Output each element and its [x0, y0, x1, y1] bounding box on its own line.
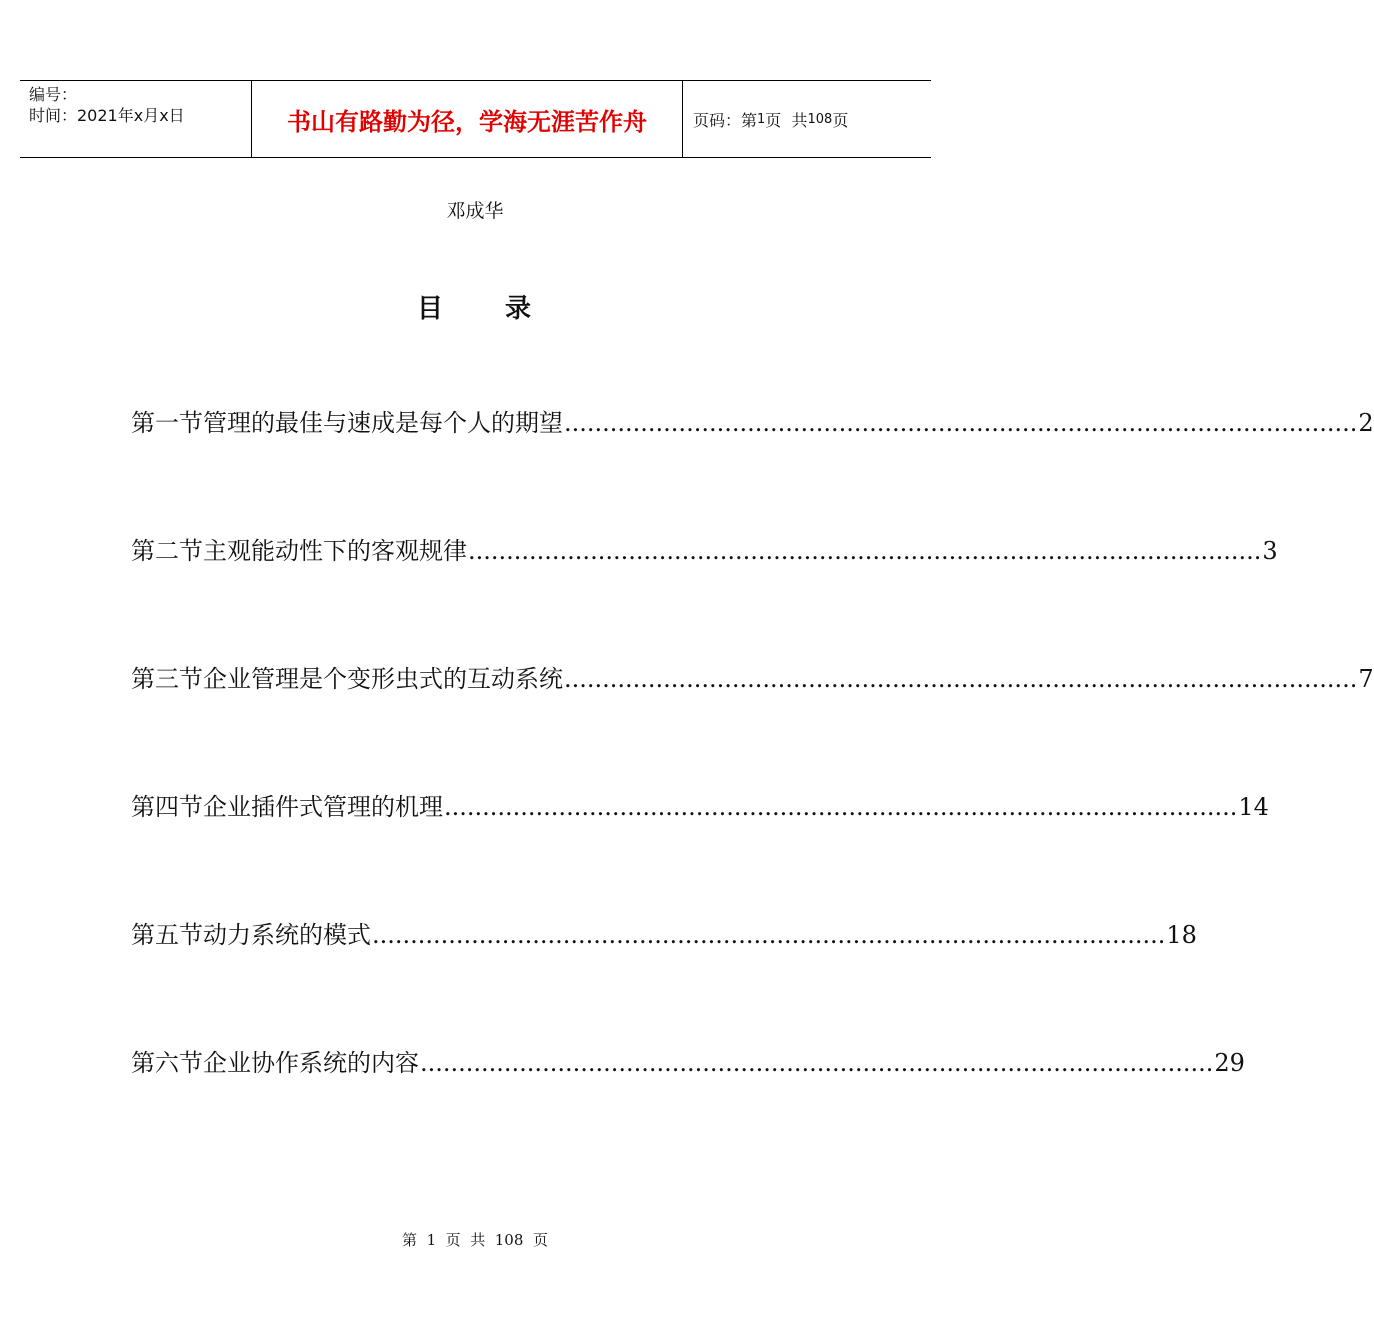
toc-entry-section: 第三节	[131, 665, 203, 693]
toc-title	[0, 288, 950, 325]
toc-entry-page: 29	[1214, 1049, 1245, 1077]
toc-leader-dots: ........................................................................................................	[564, 665, 1358, 693]
page-label: 页码：第	[693, 110, 758, 130]
page-total: 108	[807, 111, 833, 127]
footer-current: 1	[426, 1231, 437, 1249]
toc-entry-title: 企业协作系统的内容	[203, 1049, 419, 1077]
toc-leader-dots: ........................................................................................................	[372, 921, 1166, 949]
header-meta	[29, 84, 185, 126]
toc-entry-section: 第五节	[131, 921, 203, 949]
toc-entry-page: 3	[1262, 537, 1278, 565]
toc-entry-section: 第六节	[131, 1049, 203, 1077]
header-motto: 书山有路勤为径，学海无涯苦作舟	[287, 107, 647, 136]
toc-entry-title: 主观能动性下的客观规律	[203, 537, 467, 565]
toc-entry[interactable]	[131, 787, 1269, 821]
toc-entry[interactable]	[131, 403, 1374, 437]
toc-leader-dots: ........................................................................................................	[564, 409, 1358, 437]
toc-entry-title: 管理的最佳与速成是每个人的期望	[203, 409, 563, 437]
document-time-label: 时间：2021年x月x日	[29, 106, 185, 125]
page-footer	[0, 1229, 950, 1250]
toc-entry-title: 动力系统的模式	[203, 921, 371, 949]
footer-suffix: 页	[532, 1231, 548, 1249]
toc-leader-dots: ........................................................................................................	[420, 1049, 1214, 1077]
toc-leader-dots: ........................................................................................................	[468, 537, 1262, 565]
toc-title-right: 录	[505, 294, 534, 324]
toc-entry[interactable]	[131, 531, 1278, 565]
toc-entry[interactable]	[131, 659, 1374, 693]
page-mid: 页 共	[765, 110, 808, 130]
page-end: 页	[832, 110, 849, 130]
toc-entry-section: 第二节	[131, 537, 203, 565]
toc-entry-page: 14	[1238, 793, 1269, 821]
header-divider	[682, 81, 683, 157]
toc-entry-page: 18	[1166, 921, 1197, 949]
author-name: 邓成华	[446, 200, 504, 222]
footer-total: 108	[494, 1231, 524, 1249]
toc-entry-section: 第一节	[131, 409, 203, 437]
toc-entry-section: 第四节	[131, 793, 203, 821]
toc-entry-page: 2	[1358, 409, 1374, 437]
header-page-info	[693, 81, 848, 157]
toc-entry[interactable]	[131, 1043, 1245, 1077]
toc-entry-title: 企业管理是个变形虫式的互动系统	[203, 665, 563, 693]
toc-leader-dots: ........................................................................................................	[444, 793, 1238, 821]
footer-mid: 页 共	[445, 1231, 486, 1249]
header-table	[20, 80, 931, 158]
toc-entry[interactable]	[131, 915, 1197, 949]
toc-entry-page: 7	[1358, 665, 1374, 693]
document-number-label: 编号：	[29, 85, 78, 104]
toc-title-left: 目	[416, 294, 445, 324]
toc-entry-title: 企业插件式管理的机理	[203, 793, 443, 821]
page-current: 1	[757, 111, 766, 127]
footer-prefix: 第	[402, 1231, 418, 1249]
